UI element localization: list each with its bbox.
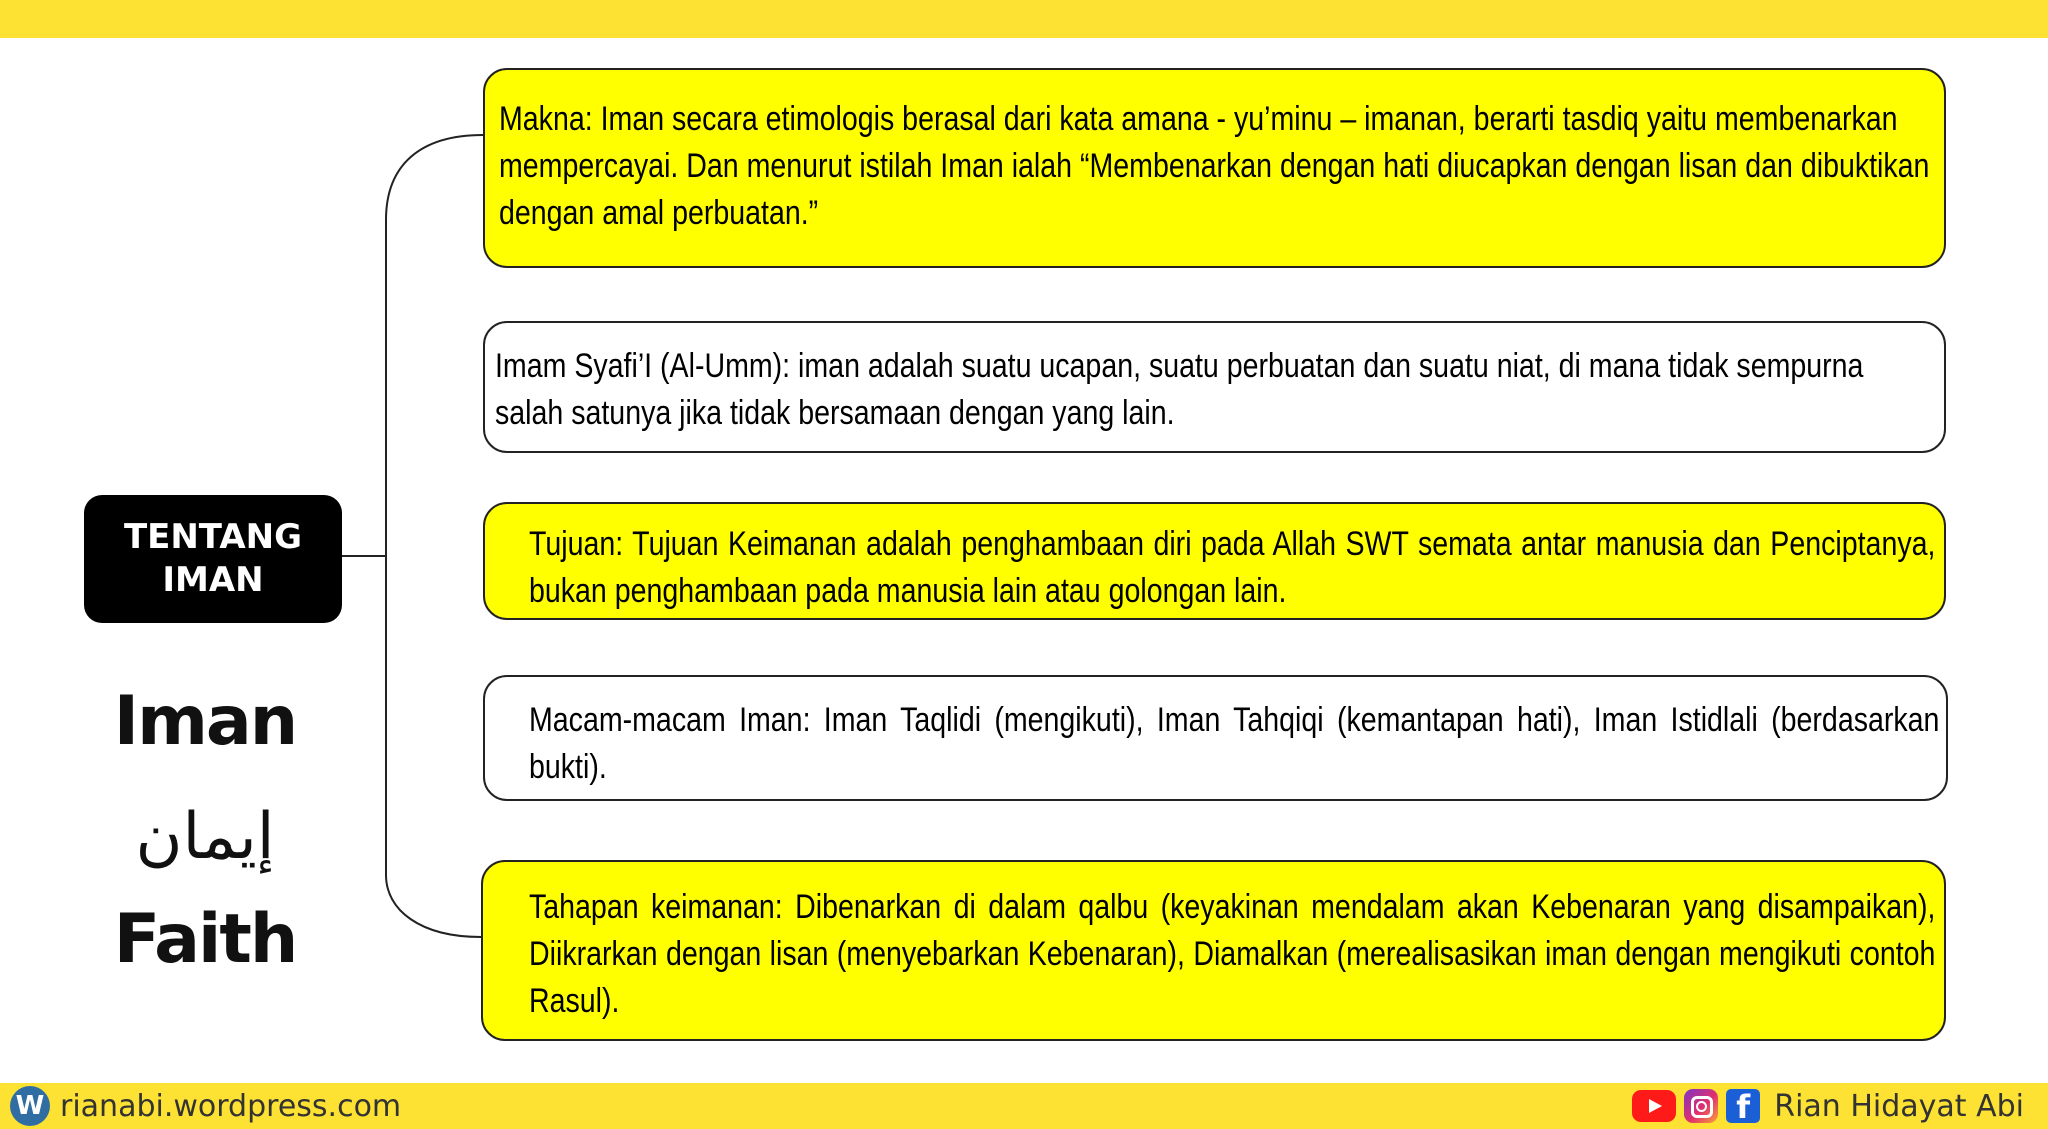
footer-social (1632, 1087, 2024, 1125)
branch-macam-macam-text: Macam-macam Iman: Iman Taqlidi (mengikuti), Iman Tahqiqi (kemantapan hati), Iman Istidlali (berdasarkan bukti). (529, 701, 1940, 786)
instagram-icon[interactable] (1684, 1089, 1718, 1123)
word-faith: Faith (113, 900, 297, 979)
branch-tujuan (483, 502, 1946, 620)
branch-tahapan (481, 860, 1946, 1041)
branch-tujuan-text: Tujuan: Tujuan Keimanan adalah penghambaan diri pada Allah SWT semata antar manusia dan Penciptanya, bukan penghambaan pada manusia lain atau golongan lain. (529, 525, 1936, 610)
site-label: rianabi.wordpress.com (60, 1088, 402, 1124)
branch-imam-syafii (483, 321, 1946, 453)
word-iman: Iman (113, 682, 297, 761)
root-node (84, 495, 342, 623)
footer-site-link[interactable] (10, 1087, 401, 1125)
root-label-line1: TENTANG (123, 517, 303, 557)
author-label: Rian Hidayat Abi (1774, 1088, 2024, 1124)
top-banner (0, 0, 2048, 38)
branch-makna-text: Makna: Iman secara etimologis berasal dari kata amana - yu’minu – imanan, berarti tasdiq yaitu membenarkan mempercayai. Dan menurut istilah Iman ialah “Membenarkan dengan hati diucapkan dengan lisan dan dibuktikan dengan amal perbuatan.” (499, 100, 1930, 232)
branch-tahapan-text: Tahapan keimanan: Dibenarkan di dalam qalbu (keyakinan mendalam akan Kebenaran yang disampaikan), Diikrarkan dengan lisan (menyebarkan Kebenaran), Diamalkan (merealisasikan iman dengan mengikuti contoh Rasul). (529, 888, 1936, 1020)
branch-macam-macam (483, 675, 1948, 801)
wordpress-icon: W (10, 1086, 50, 1126)
youtube-icon[interactable] (1632, 1090, 1676, 1122)
branch-makna (483, 68, 1946, 268)
word-arabic: إيمان (135, 800, 275, 874)
branch-imam-syafii-text: Imam Syafi’I (Al-Umm): iman adalah suatu ucapan, suatu perbuatan dan suatu niat, di mana tidak sempurna salah satunya jika tidak bersamaan dengan yang lain. (495, 347, 1864, 432)
facebook-icon[interactable]: f (1726, 1089, 1760, 1123)
root-label-line2: IMAN (162, 560, 264, 600)
